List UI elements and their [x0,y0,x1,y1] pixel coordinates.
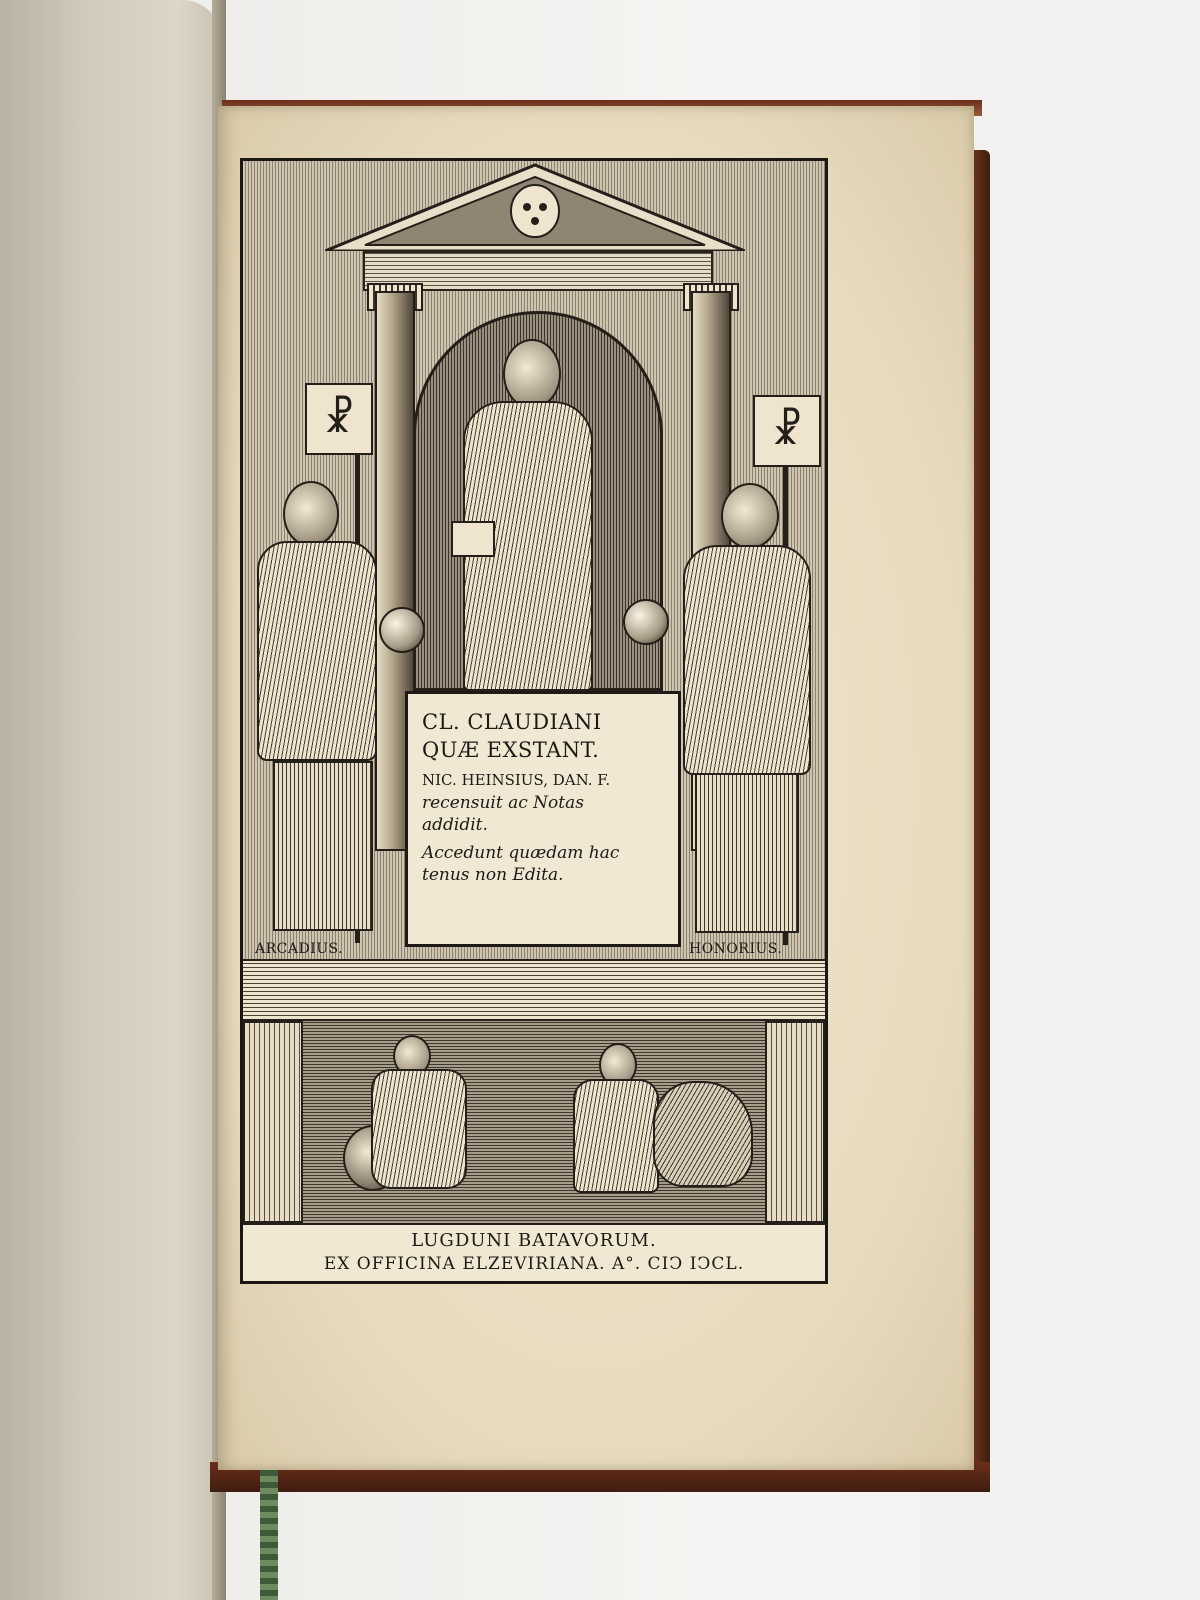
engraved-frontispiece [240,158,828,1284]
arcadius-armor [257,541,377,761]
right-chi-rho-banner: ☧ [753,395,821,467]
imprint-publisher: EX OFFICINA ELZEVIRIANA. A°. CIↃ IↃCL. [323,1254,745,1274]
relief-right-pillar [765,1021,825,1223]
title-line-2: QUÆ EXSTANT. [422,738,600,762]
arcadius-label: ARCADIUS. [255,941,344,957]
relief-left-pillar [243,1021,303,1223]
stone-ledge [243,959,825,1021]
ribbon-marker [260,1470,278,1600]
honorius-legs [695,773,799,933]
held-book [451,521,495,557]
honorius-armor [683,545,811,775]
right-orb [623,599,669,645]
pedestal-inscription [405,691,681,947]
title-line: CL. CLAUDIANI [422,710,602,734]
honorius-label: HONORIUS. [689,941,783,957]
addenda-line: Accedunt quædam hac [422,843,620,863]
honorius-head [721,483,779,549]
left-flyleaf [0,0,222,1600]
kneeling-figure-body [573,1079,659,1193]
edition-line-2: addidit. [422,815,488,835]
editor-line: NIC. HEINSIUS, DAN. F. [422,771,611,789]
addenda-line-2: tenus non Edita. [422,865,564,885]
warrior-body [371,1069,467,1189]
pediment [325,161,745,251]
poet-head [503,339,561,409]
relief-scene [243,1021,825,1223]
arcadius-head [283,481,339,547]
left-chi-rho-banner: ☧ [305,383,373,455]
left-orb [379,607,425,653]
edition-line: recensuit ac Notas [422,793,584,813]
imprint [243,1223,825,1281]
arcadius-legs [273,761,373,931]
imprint-place: LUGDUNI BATAVORUM. [411,1230,657,1251]
lion [653,1081,753,1187]
